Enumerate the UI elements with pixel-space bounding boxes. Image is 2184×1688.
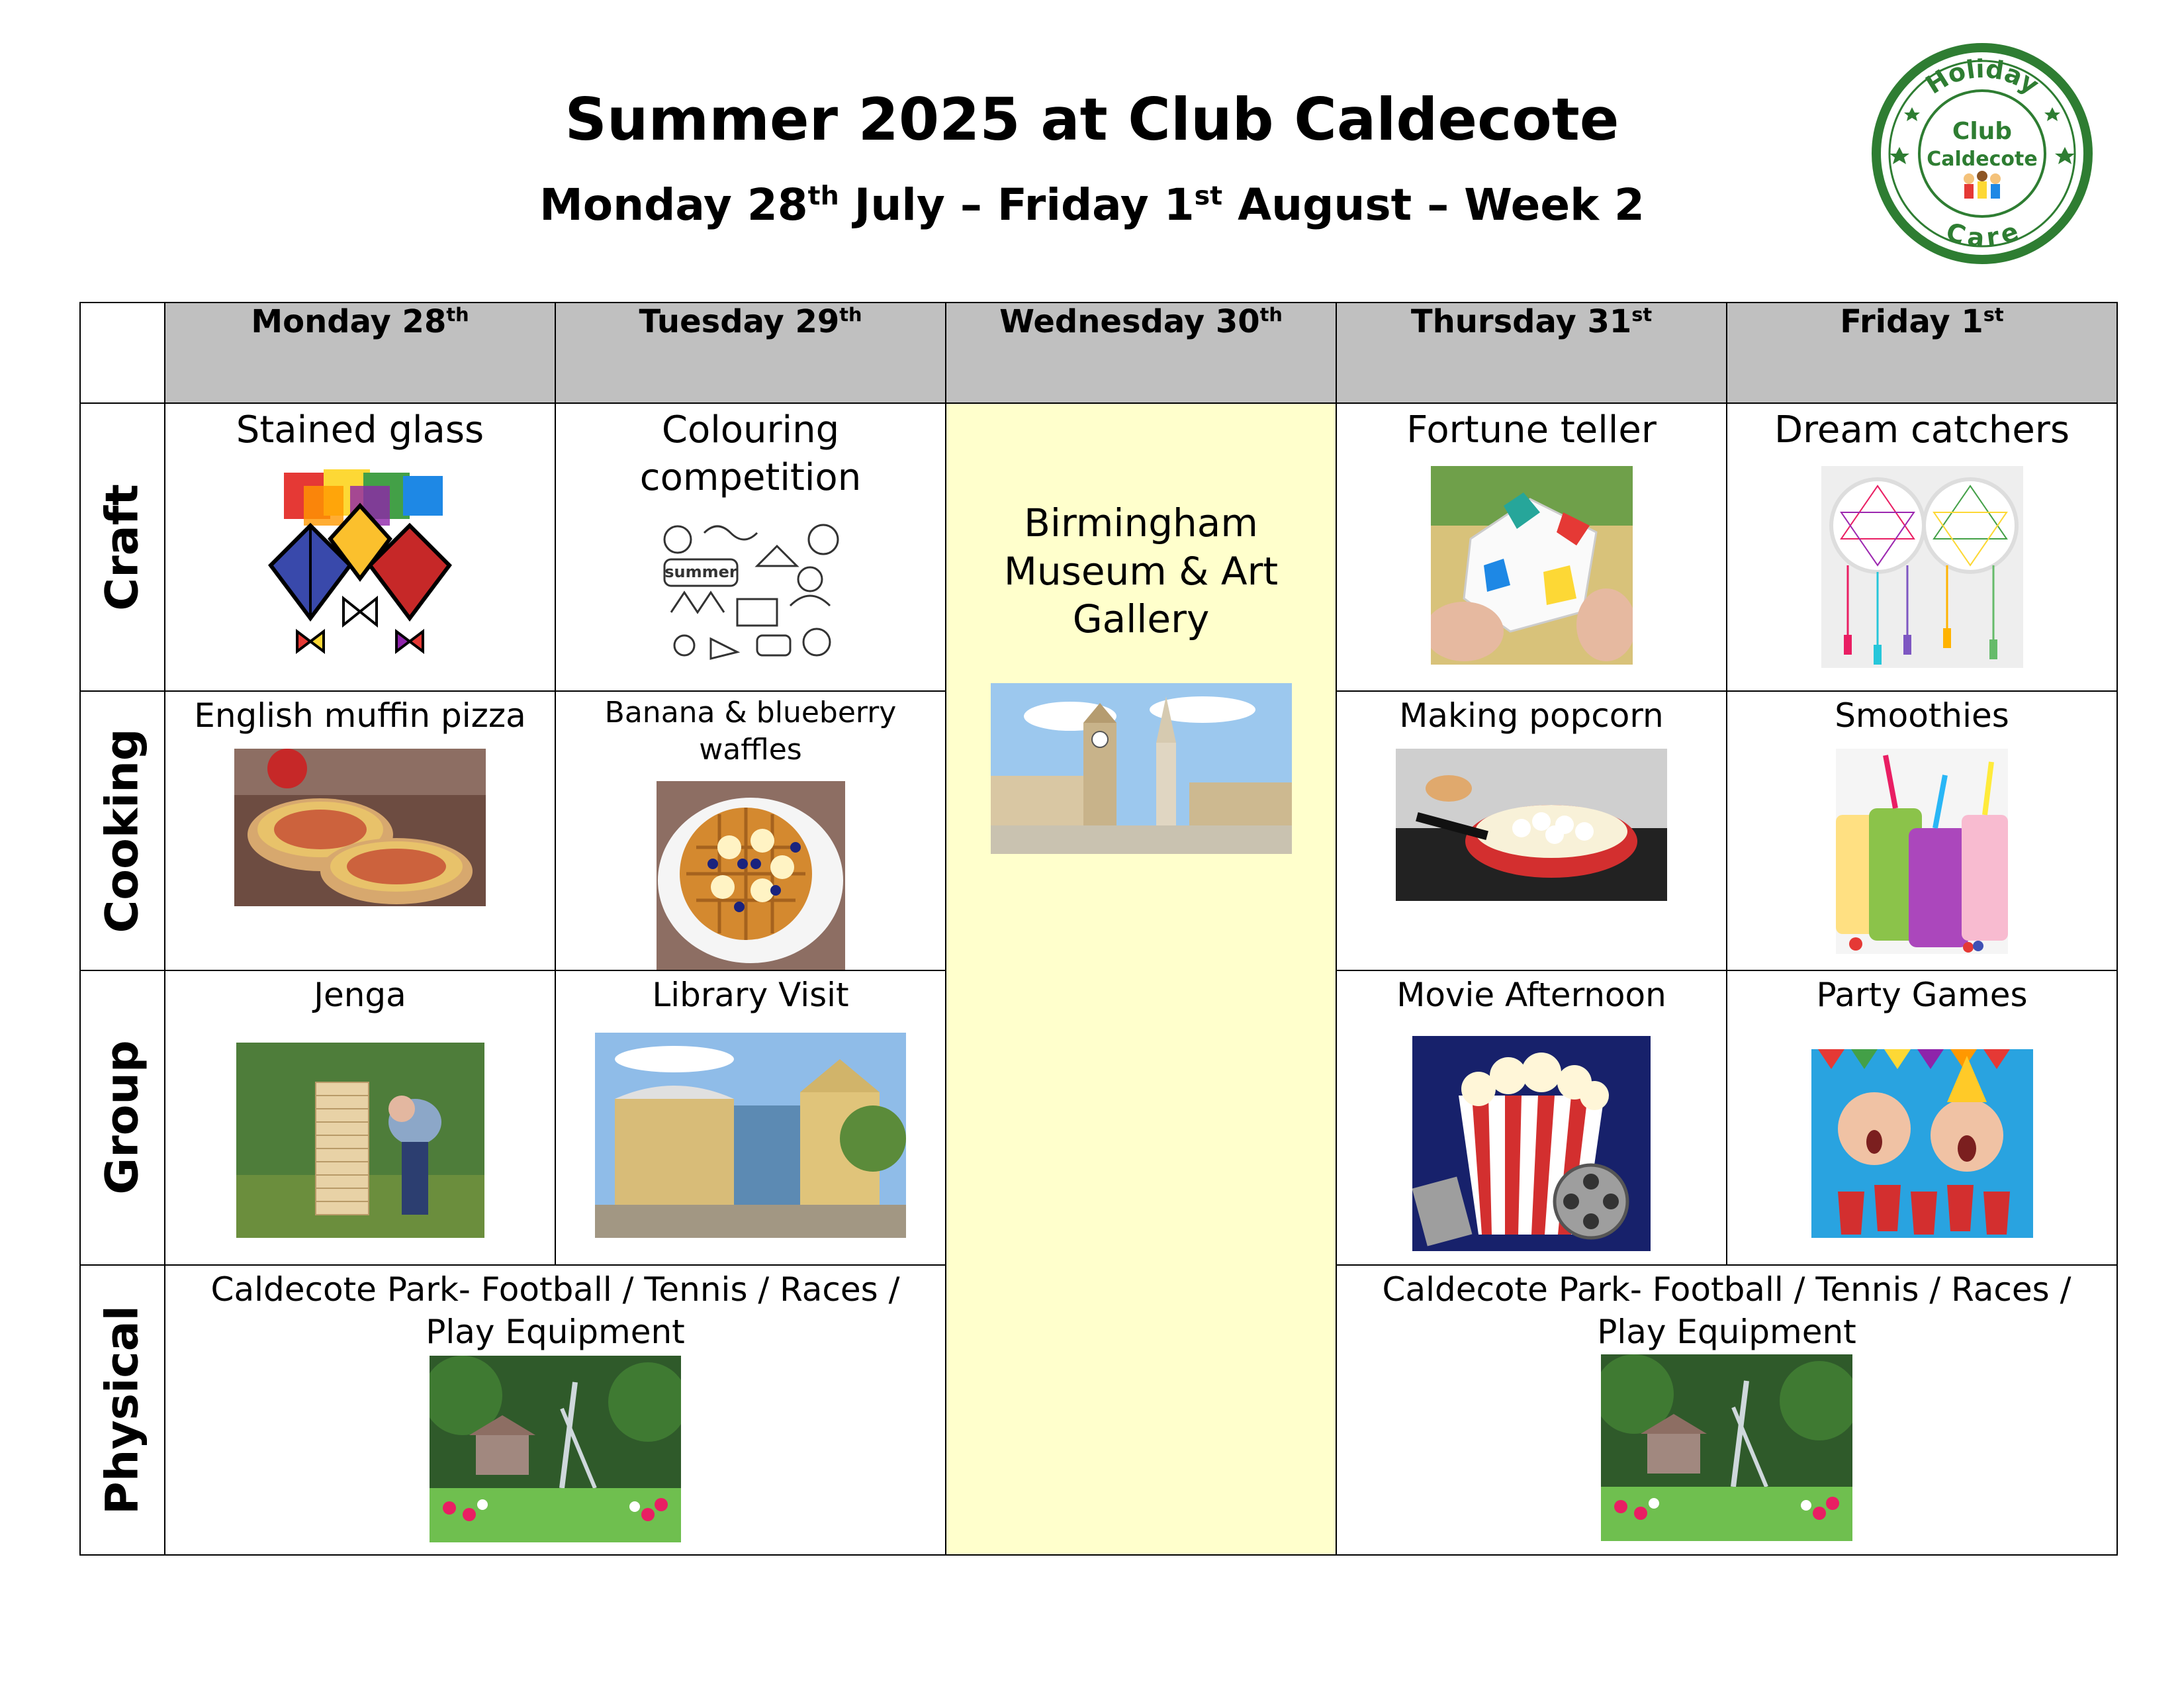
- group-monday: Jenga: [165, 970, 555, 1265]
- craft-friday: Dream catchers: [1727, 403, 2117, 691]
- muffin-pizza-image: [234, 749, 486, 906]
- museum-photo: [991, 683, 1292, 854]
- craft-thursday: Fortune teller: [1336, 403, 1727, 691]
- physical-mon-tue: Caldecote Park- Football / Tennis / Races / Play Equipment: [165, 1265, 946, 1555]
- category-cooking: Cooking: [80, 691, 165, 970]
- category-physical: Physical: [80, 1265, 165, 1555]
- club-logo: [1860, 40, 2105, 268]
- movie-afternoon-image: [1412, 1036, 1651, 1251]
- day-header-tuesday: Tuesday 29th: [555, 303, 946, 403]
- svg-text:Club: Club: [1952, 118, 2013, 145]
- smoothies-image: [1836, 749, 2008, 954]
- cooking-thursday: Making popcorn: [1336, 691, 1727, 970]
- park-image-1: [430, 1356, 681, 1542]
- colouring-sheet-image: [651, 513, 850, 665]
- cooking-friday: Smoothies: [1727, 691, 2117, 970]
- cooking-monday: English muffin pizza: [165, 691, 555, 970]
- popcorn-pan-image: [1396, 749, 1667, 901]
- schedule-table: [79, 302, 2118, 1556]
- page-subtitle: Monday 28th July – Friday 1st August – Week 2: [539, 179, 1645, 230]
- party-games-image: [1811, 1049, 2033, 1238]
- dream-catcher-image: [1821, 466, 2023, 668]
- corner-cell: [80, 303, 165, 403]
- svg-text:Holiday: Holiday: [1920, 54, 2044, 100]
- svg-text:Caldecote: Caldecote: [1927, 148, 2038, 171]
- craft-row: [80, 403, 2117, 691]
- craft-monday: Stained glass: [165, 403, 555, 691]
- group-friday: Party Games: [1727, 970, 2117, 1265]
- page-title: Summer 2025 at Club Caldecote: [565, 85, 1619, 154]
- waffles-image: [657, 781, 845, 970]
- craft-tuesday: Colouring competition summer: [555, 403, 946, 691]
- day-header-monday: Monday 28th: [165, 303, 555, 403]
- wednesday-trip-cell: [946, 403, 1336, 1555]
- park-image-2: [1601, 1354, 1852, 1541]
- category-craft: Craft: [80, 403, 165, 691]
- svg-text:summer: summer: [664, 563, 737, 582]
- header-row: [80, 303, 2117, 403]
- day-header-friday: Friday 1st: [1727, 303, 2117, 403]
- fortune-teller-image: [1431, 466, 1633, 665]
- day-header-wednesday: Wednesday 30th: [946, 303, 1336, 403]
- library-image: [595, 1033, 906, 1238]
- wednesday-trip-text: Birmingham Museum & Art Gallery: [1003, 500, 1279, 641]
- svg-text:Care: Care: [1942, 216, 2023, 253]
- group-tuesday: Library Visit: [555, 970, 946, 1265]
- group-thursday: Movie Afternoon: [1336, 970, 1727, 1265]
- cooking-tuesday: Banana & blueberry waffles: [555, 691, 946, 970]
- stained-glass-image: [257, 466, 463, 665]
- category-group: Group: [80, 970, 165, 1265]
- jenga-image: [236, 1043, 484, 1238]
- physical-thu-fri: Caldecote Park- Football / Tennis / Races / Play Equipment: [1336, 1265, 2117, 1555]
- day-header-thursday: Thursday 31st: [1336, 303, 1727, 403]
